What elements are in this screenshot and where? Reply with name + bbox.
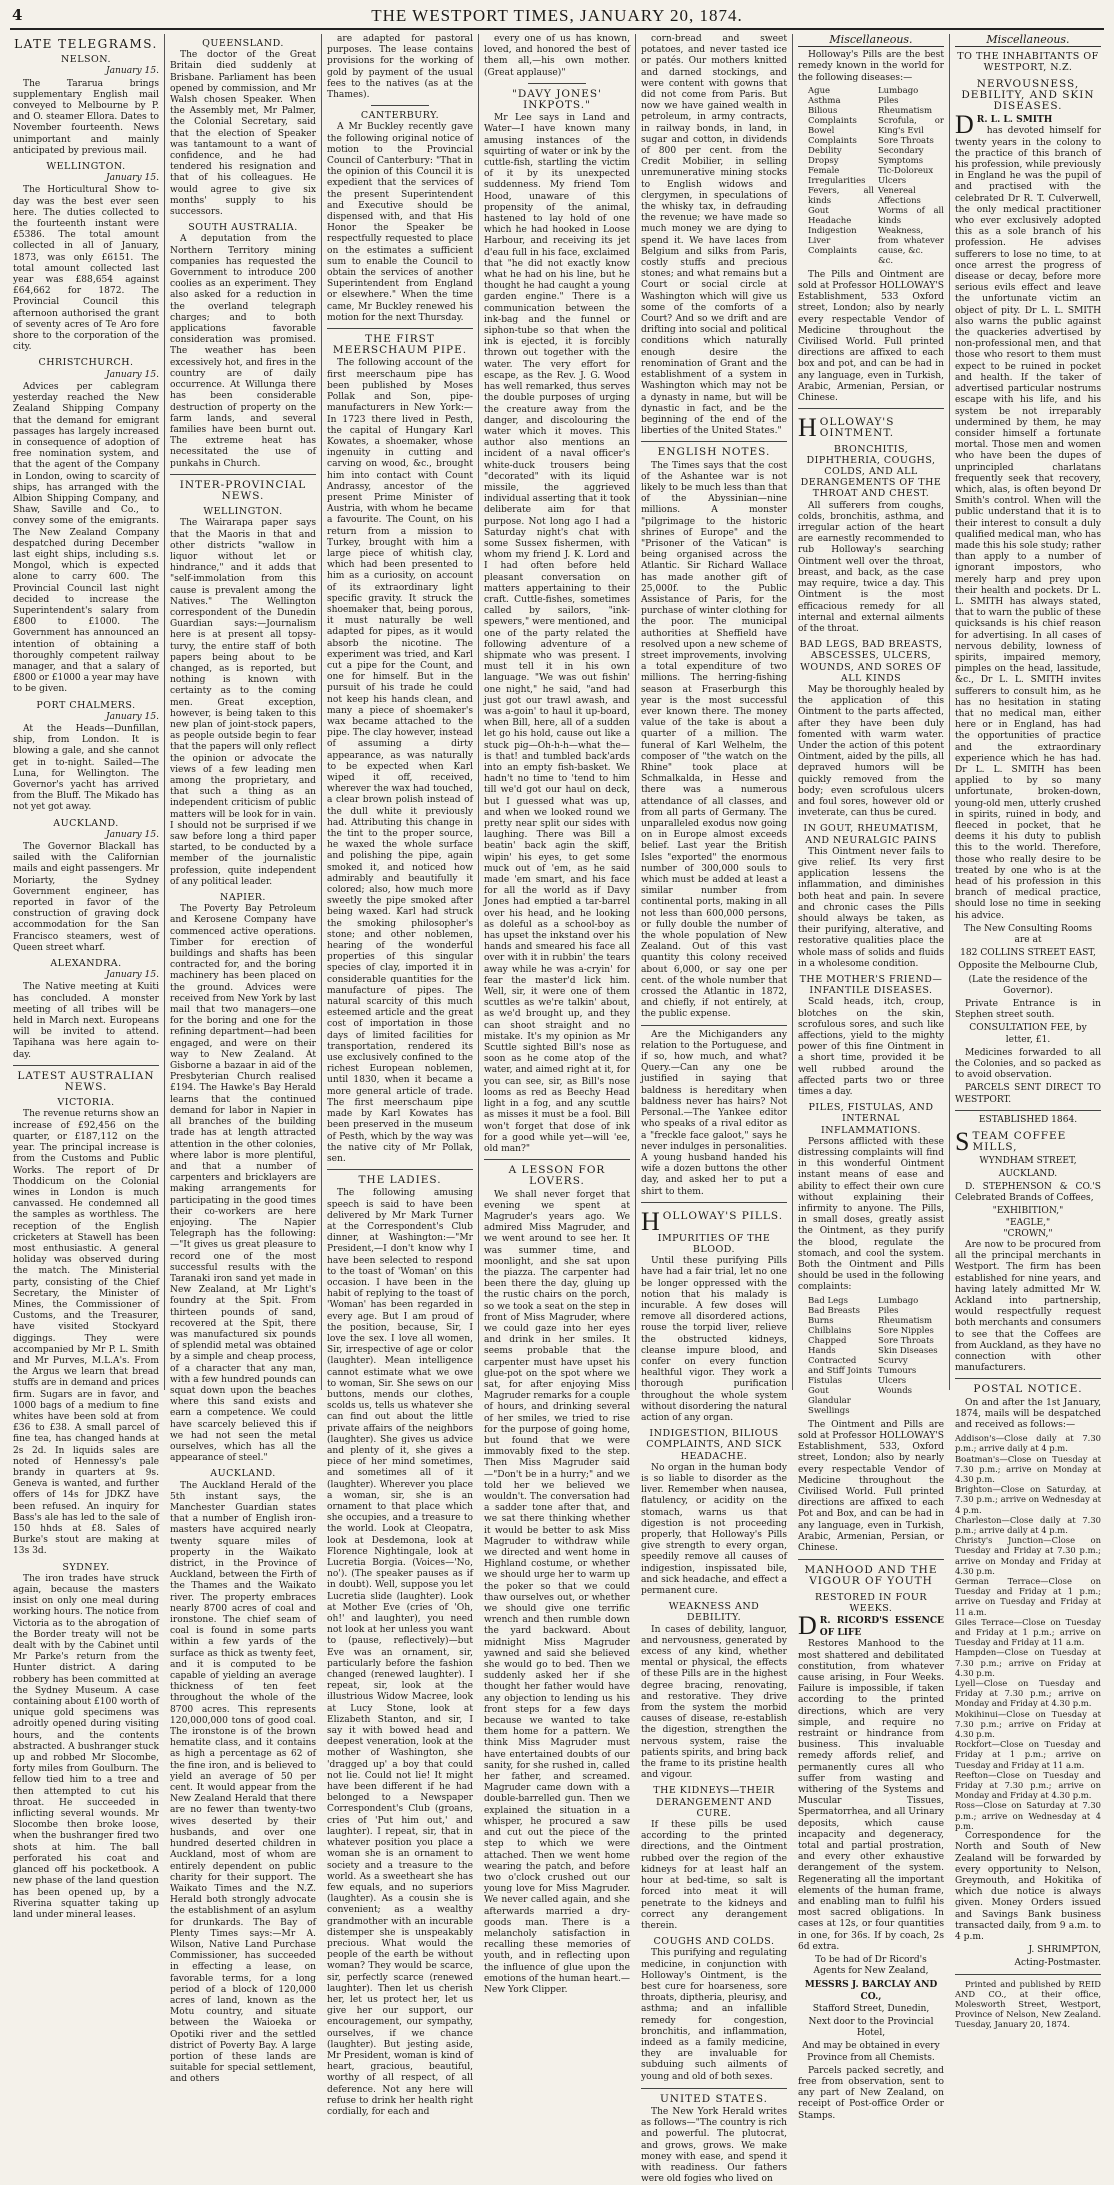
ad-address: Opposite the Melbourne Club,	[958, 961, 1098, 972]
ad-body: Restores Manhood to the most shattered and debilitated constitution, from whatever cause arising, in Four Weeks. Failure is impossible, if taken according to the printed directions, which are very simple, and require no restraint or hindrance from business. This invaluable remedy affords relief, and permanently cures all who suffer from wasting and withering of the Systems and Muscular Tissues, Spermatorrhea, and all Urinary deposits, which cause incapacity and degeneracy, total and partial prostration, and every other exhaustive derangement of the system. Regenerating all the important elements of the human frame, and enabling man to fulfil his most sacred obligations. In cases at 12s, or four quantities in one, for 36s. If by coach, 2s 6d extra.	[798, 1639, 944, 1952]
article-title: PORT CHALMERS.	[36, 699, 136, 711]
ad-subtitle: BRONCHITIS, DIPHTHERIA, COUGHS, COLDS, AND ALL DERANGEMENTS OF THE THROAT AND CHEST.	[800, 443, 942, 500]
ad-body: This purifying and regulating medicine, in conjunction with Holloway's Ointment, is the best cure for hoarseness, sore throats, diptheria, pleurisy, and asthma; and an infallible remedy for congestion, bronchitis, and inflammation, indeed as a family medicine, they are invaluable for subduing such ailments of young and old of both sexes.	[641, 1948, 787, 2082]
signature-role: Acting-Postmaster.	[1014, 1958, 1101, 1969]
column-heading: Miscellaneous.	[798, 34, 944, 47]
list-item: Fistulas	[808, 1375, 843, 1386]
article-body: The Wairarapa paper says that the Maoris in that and other districts "wallow in liquor without let or hindrance," and it adds that "self-immolation from this cause is prevalent among the Natives." The Wellington correspondent of the Dunedin Guardian says:—Journalism here is at present all topsy-turvy, the entire staff of both papers being about to be changed, as is reported, but nothing is known with certainty as to the coming men. Great exception, however, is being taken to this new plan of joint-stock papers, as people outside begin to fear that the papers will only reflect the opinion or advocate the views of a few leading men among the proprietary, and that such a thing as an independent criticism of public matters will be look for in vain. I should not be surprised if we saw before long a third paper started, to be conducted by a member of the journalistic profession, quite independent of any political leader.	[170, 518, 316, 887]
divider	[371, 105, 429, 106]
list-item: Addison's—Close daily at 7.30 p.m.; arrive daily at 4 p.m.	[955, 1433, 1101, 1454]
ad-title: OLLOWAY'S OINTMENT.	[819, 416, 895, 440]
established-line: ESTABLISHED 1864.	[978, 1114, 1078, 1125]
ad-body: Holloway's Pills are the best remedy known in the world for the following diseases:—	[798, 50, 944, 83]
divider	[484, 1159, 630, 1160]
dateline: January 15.	[105, 173, 159, 184]
section-heading: LATEST AUSTRALIAN NEWS.	[17, 1069, 155, 1094]
list-item: Scurvy	[878, 1355, 908, 1366]
article-title: ALEXANDRA.	[50, 958, 122, 970]
divider	[641, 1025, 787, 1026]
ad-body: D. STEPHENSON & CO.'S Celebrated Brands of Coffees,	[955, 1181, 1101, 1204]
column-4	[478, 34, 635, 1995]
article-title: "DAVY JONES' INKPOTS."	[512, 87, 602, 112]
list-item: Mokihinui—Close on Tuesday at 7.30 p.m.; arrive on Friday at 4.30 p.m.	[955, 1708, 1101, 1740]
article-title: AUCKLAND.	[53, 817, 119, 829]
ad-body: May be thoroughly healed by the application of this Ointment to the parts affected, after they have been duly fomented with warm water. Under the action of this potent Ointment, aided by the pills, all depraved humors will be quickly removed from the body; even scrofulous ulcers and foul sores, however old or inveterate, can thus be cured.	[798, 684, 944, 819]
divider	[528, 83, 586, 84]
ad-subtitle: COUGHS AND COLDS.	[653, 1936, 775, 1948]
list-item: Christy's Junction—Close on Tuesday and Friday at 7.30 p.m.; arrive on Monday and Friday at 4.30 p.m.	[955, 1535, 1101, 1576]
list-item: Worms of all kinds	[878, 205, 944, 226]
imprint: Printed and published by REID AND CO., at their office, Molesworth Street, Westport, Province of Nelson, New Zealand. Tuesday, January 20, 1874.	[955, 1978, 1101, 2030]
list-item: Female Irregularities	[808, 165, 866, 186]
dateline: January 15.	[105, 970, 159, 981]
list-item: Asthma	[808, 95, 841, 106]
ad-address: 182 COLLINS STREET EAST,	[960, 948, 1096, 959]
ad-address: AUCKLAND.	[998, 1168, 1058, 1179]
agent-name: MESSRS J. BARCLAY AND CO.,	[804, 1979, 938, 2002]
ad-body: Parcels packed secretly, and free from observation, sent to any part of New Zealand, on receipt of Post-office Order or Stamps.	[798, 2065, 944, 2121]
ad-body: Scald heads, itch, croup, blotches on the skin, scrofulous sores, and such like affections, yield to the mighty power of this fine Ointment in a short time, provided it be well rubbed around the affected parts two or three times a day.	[798, 997, 944, 1098]
article-title: ENGLISH NOTES.	[657, 446, 771, 459]
ad-subtitle: WEAKNESS AND DEBILITY.	[668, 1601, 760, 1624]
list-item: &c.	[878, 255, 894, 266]
list-item: Lumbago	[878, 1295, 919, 1306]
article-body: At the Heads—Dunfillan, ship, from London. It is blowing a gale, and she cannot get in to-night. Sailed—The Luna, for Wellington. The Governor's yacht has arrived from the Bluff. The Mikado has not yet got away.	[13, 723, 159, 813]
article-body: Advices per cablegram yesterday reached the New Zealand Shipping Company that the demand for emigrant passages has largely increased in consequence of adoption of free nomination system, and that the agent of the Company in London, owing to scarcity of ships, has arranged with the Albion Shipping Company, and Shaw, Saville and Co., to convey some of the emigrants. The New Zealand Company despatched during December last eight ships, including s.s. Mongol, which is expected alone to carry 600. The Provincial Council last night decided to increase the Superintendent's salary from £800 to £1000. The Government has announced an intention of obtaining a thoroughly competent railway manager, and that a salary of £800 or £1000 a year may have to be given.	[13, 381, 159, 695]
article-body: The following amusing speech is said to have been delivered by Mr Mark Turner at the Correspondent's Club dinner, at Washington:—"Mr President,—I don't know why I have been selected to respond to the toast of 'Woman' on this occasion. I have been in the habit of replying to the toast of 'Woman' has been regarded in every age. But I am proud of the position, because, Sir, I love the sex. I love all women, Sir, irrespective of age or color (laughter). Mean intelligence cannot estimate what we owe to woman, Sir. She sews on our buttons, mends our clothes, scolds us, tells us whatever she can find out about the little private affairs of the neighbors (laughter). She gives us advice and plenty of it, she gives a piece of her mind sometimes, and sometimes all of it (laughter). Wherever you place a woman, sir, she is an ornament to that place which she occupies, and a treasure to the world. Look at Cleopatra, look at Desdemona, look at Florence Nightingale, look at Lucretia Borgia. (Voices—'No, no'). (The speaker pauses as if in doubt). Well, suppose you let Lucretia slide (laughter). Look at Mother Eve (cries of 'Oh, oh!' and laughter), you need not look at her unless you want to (pause, reflectively)—but Eve was an ornament, sir, particularly before the fashion changed (renewed laughter). I repeat, sir, look at the illustrious Widow Macree, look at Lucy Stone, look at Elizabeth Stanton, and sir, I say it with bowed head and deepest veneration, look at the mother of Washington, she 'dragged up' a boy that could not lie. Could not lie! It might have been different if he had belonged to a Newspaper Correspondent's Club (groans, cries of 'Put him out,' and laughter). I repeat, sir, that in whatever position you place a woman she is an ornament to society and a treasure to the world. As a sweetheart she has few equals, and no superiors (laughter). As a cousin she is convenient; as a wealthy grandmother with an incurable distemper she is unspeakably precious. What would the people of the earth be without woman? They would be scarce, sir, perfectly scarce (renewed laughter). Then let us cherish her, let us protect her, let us give her our support, our encouragement, our sympathy, ourselves, if we chance (laughter). But jesting aside, Mr President, woman is kind of heart, gracious, beautiful, worthy of all respect, of all deference. Not any here will refuse to drink her health right cordially, for each and	[327, 1188, 473, 2117]
brand-name: "CROWN,"	[1003, 1228, 1053, 1239]
ad-body: The New Consulting Rooms are at	[963, 923, 1093, 946]
ad-title: NERVOUSNESS, DEBILITY, AND SKIN DISEASES.	[961, 77, 1095, 113]
list-item: Indigestion	[808, 225, 857, 236]
article-title: THE FIRST MEERSCHAUM PIPE.	[332, 333, 468, 357]
list-item: German Terrace—Close on Tuesday and Friday at 1 p.m.; arrive on Tuesday and Friday at 11 a.m.	[955, 1576, 1101, 1617]
list-item: Contracted and Stiff Joints	[808, 1355, 872, 1376]
section-heading: LATE TELEGRAMS.	[14, 37, 158, 51]
article-body: We shall never forget that evening we spent at Magruder's years ago. We admired Miss Magruder, and we went around to see her. It was summer time, and moonlight, and she sat upon the piazza. The carpenter had been there the day, gluing up the rustic chairs on the porch, so we took a seat on the step in front of Miss Magruder, where we could gaze into her eyes and drink in her smiles. It seems probable that the carpenter must have upset his glue-pot on the spot where we sat, for after enjoying Miss Magruder remarks for a couple of hours, and drinking several of her smiles, we tried to rise for the purpose of going home, but found that we were immovably fixed to the step. Then Miss Magruder said—"Don't be in a hurry;" and we told her we believed we wouldn't. The conversation had a sadder tone after that, and we sat there thinking whether it would be better to ask Miss Magruder to withdraw while we directed and went home in Highland costume, or whether we should urge her to warm up the poker so that we could thaw ourselves out, or whether we should give one terrific wrench and then rumble down the yard backward. About midnight Miss Magruder yawned and said she believed she would go to bed. Then we suddenly asked her if she thought her father would have any objection to lending us his front steps for a few days because we wanted to take them home for a pattern. We think Miss Magruder must have entertained doubts of our sanity, for she rushed in, called her father, and screamed. Magruder came down with a double-barrelled gun. Then we explained the situation in a whisper, he procured a saw and cut out the piece of the step to which we were attached. Then we went home wearing the patch, and before two o'clock crushed out our young love for Miss Magruder. We never called again, and she afterwards married a dry-goods man. There is a melancholy satisfaction in recalling these memories of youth, and in reflecting upon the influence of glue upon the emotions of the human heart.—New York Clipper.	[484, 1189, 630, 1995]
article-body: corn-bread and sweet potatoes, and never tasted ice or patés. Our mothers knitted and darned stockings, and were content with gowns that did not come from Paris. But now we have gained wealth in petroleum, in army contracts, in railway bonds, in land, in sugar and cotton, in dividends of 800 per cent. from the Credit Mobilier, in selling unremunerative mining stocks to English widows and clergymen, in speculations of the whisky tax, in defrauding the revenue; we have made so much money we are dying to spend it. We have laces from Belgium and silks from Paris, costly stuffs and precious stones; and what remains but a Court or social circle at Washington which will give us some of the comforts of a Court? And so we drift and are drifting into social and political conditions which naturally enough desire the renomination of Grant and the establishment of a system in Washington which may not be a dynasty in name, but will be dynastic in fact, and be the beginning of the end of the liberties of the United States."	[641, 34, 787, 437]
ad-body: PARCELS SENT DIRECT TO WESTPORT.	[955, 1083, 1101, 1105]
list-item: Glandular Swellings	[808, 1395, 851, 1416]
holloway-ointment-ad	[798, 408, 944, 1560]
ad-body: Medicines forwarded to all the Colonies, and so packed as to avoid observation.	[955, 1047, 1101, 1081]
complaint-list-right	[878, 1296, 944, 1416]
list-item: Ulcers	[878, 175, 907, 186]
article-body: Mr Lee says in Land and Water—I have known many amusing instances of the squirting of water or ink by the cuttle-fish, startling the victim of it by its unexpected suddenness. My friend Tom Hood, unaware of this propensity of the animal, hastened to lay hold of one which he had hooked in Loose Harbour, and receiving its jet d'eau full in his face, exclaimed that "he did not exactly know what he had on his line, but he thought he had caught a young garden engine." There is a communication between the ink-bag and the funnel or siphon-tube so that when the ink is ejected, it is forcibly thrown out together with the water. The very effort for escape, as the Rev. J. G. Wood has well remarked, thus serves the double purposes of urging the creature away from the danger, and discolouring the water which it moves. This author also mentions an incident of a naval officer's white-duck trousers being "decorated" with its liquid missile, the aggrieved individual asserting that it took deliberate aim for that purpose. Not long ago I had a Saturday night's chat with some Sussex fishermen, with whom my friend J. K. Lord and I had often before held pleasant conversation on matters appertaining to their craft. Cuttle-fishes, sometimes called by sailors, "ink-spewers," were mentioned, and one of the party related the following adventure of a shipmate who was present. I must tell it in his own language. "We was out fishin' one night," he said, "and had just got our trawl awash, and was a-goin' to haul it up-board, when Bill, here, all of a sudden let go his hold, cause out like a stuck pig—Oh-h-h—what the—is that! and tumbled back'ards into an empty fish-basket. We hadn't no time to 'tend to him till we'd got our haul on deck, but I guessed what was up, and when we looked round we pretty near split our sides with laughing. There was Bill a beatin' back agin the skiff, wipin' his eyes, to get some muck out of 'em, as he said made 'em smart, and his face for all the world as if Davy Jones had emptied a tar-barrel over his head, and he looking as doleful as a school-boy as has upset the inkstand over his hands and smeared his face all over with it in rubbin' the tears away while he was a-cryin' for fear the master'd lick him. Well, sir, it were one of them scuttles as we're talkin' about, as we'd brought up, and they can shoot straight and no mistake. It's my opinion as Mr Scuttle sighted Bill's nose as soon as he come atop of the water, and aimed right at it, for you can see, sir, as Bill's nose looms as red as Beechy Head light in a fog, and any scuttle as misses it must be a fool. Bill won't forget that dose of ink for a good while yet—will 'ee, old man?"	[484, 113, 630, 1154]
complaint-list-left	[808, 1296, 874, 1416]
article-body: The doctor of the Great Britain died suddenly at Brisbane. Parliament has been opened by commission, and Mr Walsh chosen Speaker. When the Assembly met, Mr Palmer, the Colonial Secretary, said that the election of Speaker was tantamount to a want of confidence, and he had tendered his resignation and that of his colleagues. He would agree to give six months' supply to his successors.	[170, 50, 316, 218]
list-item: Charleston—Close daily at 7.30 p.m.; arrive daily at 4 p.m.	[955, 1514, 1101, 1535]
list-item: Reefton—Close on Tuesday and Friday at 7.30 p.m.; arrive on Monday and Friday at 4.30 p.m.	[955, 1769, 1101, 1801]
complaint-list	[808, 1296, 944, 1416]
article-title: SOUTH AUSTRALIA.	[188, 222, 298, 234]
ad-subtitle: IN GOUT, RHEUMATISM, AND NEURALGIC PAINS	[803, 823, 939, 846]
dateline: January 15.	[105, 711, 159, 722]
signature: J. SHRIMPTON,	[1028, 1945, 1101, 1956]
article-body: The Poverty Bay Petroleum and Kerosene Company have commenced active operations. Timber for erection of buildings and shafts has been contracted for, and the boring machinery has been placed on the ground. Advices were received from New York by last mail that two managers—one for the boring and one for the refining department—had been engaged, and were on their way to New Zealand. At Gisborne a bazaar in aid of the Presbyterian Church realised £194. The Hawke's Bay Herald learns that the continued demand for labor in Napier in all branches of the building trade has at length attracted attention in the other colonies, where labor is more plentiful, and that a number of carpenters and bricklayers are making arrangements for participating in the good times their co-workers are here enjoying. The Napier Telegraph has the following:—"It gives us great pleasure to record one of the most successful results with the Taranaki iron sand yet made in New Zealand, at Mr Light's foundry at the Spit. From thirteen pounds of sand, recovered at the Spit, there was manufactured six pounds of splendid metal was obtained by a simple and cheap process, of a character that any man, with a few hundred pounds can squat down upon the beaches where this sand exists and earn a competence. We could have scarcely believed this if we had not seen the metal ourselves, which has all the appearance of steel."	[170, 904, 316, 1464]
section-heading: INTER-PROVINCIAL NEWS.	[179, 478, 307, 502]
article-title: WELLINGTON.	[203, 506, 283, 518]
list-item: Weakness, from whatever cause, &c.	[878, 225, 944, 256]
dateline: January 15.	[105, 829, 159, 840]
article-body: The New York Herald writes as follows—"The country is rich and powerful. The plutocrat, and grows, grows. We make money with ease, and spend it with readiness. Our fathers were old fogies who lived on	[641, 2106, 788, 2185]
list-item: Wounds	[878, 1385, 913, 1396]
ad-body: No organ in the human body is so liable to disorder as the liver. Remember when nausea, flatulency, or acidity on the stomach, warns us that digestion is not proceeding properly, that Holloway's Pills give strength to every organ, speedily remove all causes of indigestion, inspissated bile, and sick headache, and effect a permanent cure.	[641, 1462, 787, 1597]
drop-cap: H	[641, 1206, 660, 1236]
column-3	[321, 34, 478, 2117]
ad-body: Until these purifying Pills have had a fair trial, let no one be longer oppressed with the notion that his malady is incurable. A few doses will remove all disordered actions, rouse the torpid liver, relieve the obstructed kidneys, cleanse impure blood, and confer on every function healthful vigor. They work a thorough purification throughout the whole system without disordering the natural action of any organ.	[641, 1256, 787, 1423]
list-item: Secondary Symptoms	[878, 145, 924, 166]
column-2	[164, 34, 321, 2085]
drop-cap: S	[955, 1127, 970, 1157]
ad-address: WYNDHAM STREET,	[979, 1155, 1077, 1166]
disease-list	[808, 86, 944, 266]
ad-title: TO THE INHABITANTS OF WESTPORT, N.Z.	[957, 51, 1099, 74]
postal-schedule	[955, 1433, 1101, 1831]
article-title: CANTERBURY.	[360, 110, 440, 122]
divider	[641, 441, 787, 442]
ad-body: Are now to be procured from all the principal merchants in Westport. The firm has been established for nine years, and having lately admitted Mr W. Ackland into partnership, would respectfully request both merchants and consumers to see that the Coffees are from Auckland, as they have no connection with other manufacturers.	[955, 1239, 1101, 1374]
dateline: January 15.	[105, 66, 159, 77]
notice-body: Correspondence for the North and South of New Zealand will be forwarded by every opportunity to Nelson, Greymouth, and Hokitika of which due notice is always given. Money Orders issued and Savings Bank business transacted daily, from 9 a.m. to 4 p.m.	[955, 1831, 1101, 1942]
list-item: Brighton—Close on Saturday, at 7.30 p.m.; arrive on Wednesday at 4 p.m.	[955, 1484, 1101, 1515]
ad-body: All sufferers from coughs, colds, bronchitis, asthma, and irregular action of the heart are earnestly recommended to rub Holloway's searching Ointment well over the throat, breast, and back, as the case may require, twice a day. This Ointment is the most efficacious remedy for all internal and external ailments of the throat.	[798, 500, 944, 634]
ad-title: OLLOWAY'S PILLS.	[662, 1209, 784, 1222]
column-6	[792, 33, 949, 2121]
article-body: The following account of the first meerschaum pipe has been published by Moses Pollak and Son, pipe-manufacturers in New York:—In 1723 there lived in Pesth, the capital of Hungary Karl Kowates, a shoemaker, whose ingenuity in cutting and carving on wood, &c., brought him into contact with Count Andrassy, ancestor of the present Prime Minister of Austria, with whom he became a favourite. The Count, on his return from a mission to Turkey, brought with him a large piece of whitish clay, which had been presented to him as a curiosity, on account of its extraordinary light specific gravity. It struck the shoemaker that, being porous, it must naturally be well adapted for pipes, as it would absorb the nicotine. The experiment was tried, and Karl cut a pipe for the Count, and one for himself. But in the pursuit of his trade he could not keep his hands clean, and many a piece of shoemaker's wax became attached to the pipe. The clay however, instead of assuming a dirty appearance, as was naturally to be expected when Karl wiped it off, received, wherever the wax had touched, a clear brown polish instead of the dull white it previously had. Attributing this change in the tint to the proper source, he waxed the whole surface and polishing the pipe, again smoked it, and noticed how admirably and beautifully it colored; also, how much more sweetly the pipe smoked after being waxed. Karl had struck the smoking philosopher's stone; and other noblemen, hearing of the wonderful properties of this singular species of clay, imported it in considerable quantities for the manufacture of pipes. The natural scarcity of this much esteemed article and the great cost of importation in those days of limited facilities for transportation, rendered its use exclusively confined to the richest European noblemen, until 1830, when it became a more general article of trade. The first meerschaum pipe made by Karl Kowates has been preserved in the museum of Pesth, which by the way was the native city of Mr Pollak, sen.	[327, 358, 473, 1164]
brand-name: "EAGLE,"	[1005, 1217, 1051, 1228]
list-item: Chilblains	[808, 1325, 852, 1336]
divider	[955, 1974, 1101, 1975]
ad-title: MANHOOD AND THE VIGOUR OF YOUTH	[804, 1564, 938, 1588]
ad-subtitle: RESTORED IN FOUR WEEKS.	[814, 1591, 928, 1614]
article-body: The Tararua brings supplementary English mail conveyed to Melbourne by P. and O. steamer Ellora. Dates to November fourteenth. News unimportant and mainly anticipated by previous mail.	[13, 78, 159, 156]
ad-subtitle: PILES, FISTULAS, AND INTERNAL INFLAMMATIONS.	[808, 1102, 934, 1136]
page-number: 4	[12, 6, 23, 24]
list-item: Gout	[808, 1385, 829, 1396]
list-item: Tumours	[878, 1365, 917, 1376]
drop-cap: D	[798, 1610, 817, 1640]
list-item: Bowel Complaints	[808, 125, 857, 146]
divider	[13, 1065, 159, 1066]
article-title: NELSON.	[60, 54, 112, 66]
article-body: Are the Michiganders any relation to the Portuguese, and if so, how much, and what? Query.—Can any one be justified in saying that baldness is hereditary when baldness never has hairs? Not Personal.—The Yankee editor who speaks of a rival editor as a "freckle face galoot," says he never indulges in personalities. A young husband handed his wife a dozen buttons the other day, and asked her to put a shirt to them.	[641, 1029, 787, 1197]
divider	[327, 328, 473, 329]
list-item: Burns	[808, 1315, 834, 1326]
ad-body: CONSULTATION FEE, by letter, £1.	[969, 1023, 1087, 1045]
list-item: Tic-Doloreux	[878, 165, 934, 176]
ad-body: The Pills and Ointment are sold at Professor HOLLOWAY'S Establishment, 533 Oxford street, London; also by nearly every respectable Vendor of Medicine throughout the Civilised World. Full printed directions are affixed to each box and pot, and can be had in any language, even in Turkish, Arabic, Armenian, Persian, or Chinese.	[798, 269, 944, 404]
article-body: are adapted for pastoral purposes. The lease contains provisions for the working of gold by payment of the usual fees to the natives (as at the Thames).	[327, 34, 473, 101]
notice-title: POSTAL NOTICE.	[973, 1383, 1083, 1396]
column-heading: Miscellaneous.	[955, 34, 1101, 47]
list-item: Rheumatism	[878, 1315, 933, 1326]
article-body: The Governor Blackall has sailed with the Californian mails and eight passengers. Mr Moriarty, the Sydney Government engineer, has reported in favor of the construction of graving dock accommodation for the San Francisco steamers, west of Queen street wharf.	[13, 842, 159, 953]
list-item: Bilious Complaints	[808, 105, 857, 126]
list-item: Hampden—Close on Tuesday at 7.30 p.m.; arrive on Friday at 4.30 p.m.	[955, 1647, 1101, 1678]
list-item: Gout	[808, 205, 829, 216]
article-body: The revenue returns show an increase of £92,456 on the quarter, or £187,112 on the year. The principal increase is from the Customs and Public Works. The report of Dr Thoddicum on the Colonial wines in London is much canvassed. He condemned all the samples as worthless. The reception of the English cricketers at Stawell has been most enthusiastic. A general holiday was observed during the match. The Ministerial party, consisting of the Chief Secretary, the Minister of Mines, the Commissioner of Customs, and the Treasurer, have visited Stockyard diggings. They were accompanied by Mr P. L. Smith and Mr Purves, M.L.A's. From the Argus we learn that bread stuffs are in demand and prices firm. Sugars are in favor, and 1000 bags of a medium to fine whites have been sold at from £36 to £38. A small parcel of fine tea, has changed hands at 2s 2d. In liquids sales are noted of Hennessy's pale brandy in quarters at 9s. Geneva is wanted, and further offers of 14s for JDKZ have been refused. An inquiry for Bass's ale has led to the sale of 150 hhds at £8. Sales of Burke's stout are making at 13s 3d.	[13, 1109, 159, 1557]
column-5	[635, 34, 792, 2185]
article-title: WELLINGTON.	[46, 161, 126, 173]
ad-address: (Late the residence of the Governor).	[968, 974, 1088, 996]
list-item: Bad Legs	[808, 1295, 848, 1306]
agent-address: Stafford Street, Dunedin,	[812, 2003, 930, 2014]
ad-lead: R. RICORD'S ESSENCE OF LIFE	[819, 1614, 944, 1639]
brand-name: "EXHIBITION,"	[992, 1206, 1064, 1217]
article-body: The Horticultural Show to-day was the best ever seen here. The duties collected to the fourteenth instant were £5386. The total amount collected in all of January, 1873, was only £6151. The total amount collected last year was £88,654 against £64,662 for 1872. The Provincial Council this afternoon authorised the grant of seventy acres of Te Aro fore shore to the corporation of the city.	[13, 185, 159, 353]
ad-subtitle: INDIGESTION, BILIOUS COMPLAINTS, AND SICK HEADACHE.	[646, 1428, 782, 1462]
ad-body: Persons afflicted with these distressing complaints will find in this wonderful Ointment instant means of ease and ability to effect their own cure without explaining their infirmity to anyone. The Pills, in small doses, greatly assist the Ointment, as they purify the blood, regulate the stomach, and cool the system. Both the Ointment and Pills should be used in the following complaints:	[798, 1136, 944, 1293]
disease-list-right	[878, 86, 944, 266]
ad-title: TEAM COFFEE MILLS,	[972, 1130, 1067, 1154]
list-item: Sore Nipples	[878, 1325, 934, 1336]
article-body: The iron trades have struck again, because the masters insist on only one meal during working hours. The notice from Victoria as to the abrogation of the Border treaty will not be dealt with by the Cabinet until Mr Parke's return from the Hunter district. A daring robbery has been committed at the Sydney Museum. A case containing about £100 worth of unique gold specimens was adroitly opened during visiting hours, and the contents abstracted. A bushranger stuck up and robbed Mr Slocombe, forty miles from Goulburn. The fellow tied him to a tree and then attempted to cut his throat. He succeeded in inflicting several wounds. Mr Slocombe then broke loose, when the bushranger fired two shots at him. The ball perforated his coat and glanced off his pocketbook. A new phase of the land question has been opened up, by a Riverina squatter taking up land under mineral leases.	[13, 1573, 159, 1920]
column-1	[8, 34, 164, 1920]
list-item: Chapped Hands	[808, 1335, 847, 1356]
article-title: THE LADIES.	[358, 1174, 442, 1187]
ad-body: In cases of debility, languor, and nervousness, generated by excess of any kind, whether mental or physical, the effects of these Pills are in the highest degree bracing, renovating, and restorative. They drive from the system the morbid causes of disease, re-establish the digestion, strengthen the nervous system, raise the patients spirits, and bring back the frame to its pristine health and vigour.	[641, 1624, 787, 1781]
list-item: Sore Throats	[878, 135, 934, 146]
ad-body: This Ointment never fails to give relief. Its very first application lessens the inflammation, and diminishes both heat and pain. In severe and chronic cases the Pills should always be taken, as their purifying, alterative, and restorative qualities place the whole mass of solids and fluids in a wholesome condition.	[798, 846, 944, 969]
list-item: Lyell—Close on Tuesday and Friday at 7.30 p.m.; arrive on Monday and Friday at 4.30 p.m.	[955, 1678, 1101, 1709]
list-item: Piles	[878, 95, 899, 106]
newspaper-title: THE WESTPORT TIMES, JANUARY 20, 1874.	[371, 6, 743, 25]
article-title: UNITED STATES.	[659, 2092, 769, 2105]
list-item: Scrofula, or King's Evil	[878, 115, 944, 136]
article-body: A deputation from the Northern Territory mining companies has requested the Government to introduce 200 coolies as an experiment. They also asked for a reduction in the overland telegraph charges; and to both applications favorable consideration was promised. The weather has been excessively hot, and fires in the country are of daily occurrence. At Willunga there has been considerable destruction of property on the farm lands, and several families have been burnt out. The extreme heat has necessitated the use of punkahs in Church.	[170, 234, 316, 469]
list-item: Debility	[808, 145, 842, 156]
article-title: QUEENSLAND.	[202, 38, 284, 49]
coffee-brands	[955, 1206, 1101, 1240]
notice-body: On and after the 1st January, 1874, mails will be despatched and received as follows:—	[955, 1397, 1101, 1430]
divider	[955, 1110, 1101, 1111]
list-item: Sore Throats	[878, 1335, 934, 1346]
ad-subtitle: THE KIDNEYS—THEIR DERANGEMENT AND CURE.	[653, 1785, 775, 1819]
masthead	[10, 6, 1104, 30]
list-item: Rheumatism	[878, 105, 933, 116]
list-item: Liver Complaints	[808, 235, 857, 256]
list-item: Piles	[878, 1305, 899, 1316]
list-item: Giles Terrace—Close on Tuesday and Friday at 1 p.m.; arrive on Tuesday and Friday at 11 a.m.	[955, 1616, 1101, 1648]
list-item: Lumbago	[878, 85, 919, 96]
article-body: A Mr Buckley recently gave the following original notice of motion to the Provincial Council of Canterbury: "That in the opinion of this Council it is expedient that the services of the present Superintendent and Executive should be dispensed with, and that His Honor the Speaker be respectfully requested to place on the estimates a sufficient sum to enable the Council to obtain the services of another Superintendent from England or elsewhere." When the time came, Mr Buckley renewed his motion for the next Thursday.	[327, 122, 473, 323]
ad-lead: R. L. L. SMITH	[976, 114, 1053, 126]
ad-subtitle: BAD LEGS, BAD BREASTS, ABSCESSES, ULCERS, WOUNDS, AND SORES OF ALL KINDS	[799, 639, 943, 684]
ad-body: has devoted himself for twenty years in the colony to the practice of this branch of his profession, while previously in England he was the pupil of and practised with the celebrated Dr R. T. Culverwell, the only medical practitioner who ever exclusively adopted this as a sole branch of his profession. He advises sufferers to lose no time, to at once arrest the progress of disease or decay, before more serious evils effect and leave the unfortunate victim an object of pity. Dr L. L. SMITH also warns the public against the quackeries advertised by non-professional men, and that those who resort to them must expect to be ruined in pocket and health. If the taker of advertised particular nostrums escape with his life, and his system be not irreparably undermined by them, he may consider himself a fortunate mortal. Those men and women who have been the dupes of unprincipled charlatans frequently seek that recovery, which, alas, is often beyond Dr Smith's control. When will the public understand that it is to their interest to consult a duly qualified medical man, who has made this his sole study; rather than apply to a number of ignorant impostors, who merely harp and prey upon their health and pockets. Dr L. L. SMITH has always stated, that to warn the public of these quicksands is his chief reason for advertising. In all cases of nervous debility, lowness of spirits, impaired memory, pimples on the head, lassitude, &c., Dr L. L. SMITH invites sufferers to consult him, as he has no hesitation in stating that no medical man, either here or in England, has had the opportunities of practice and the extraordinary experience which he has had. Dr L. L. SMITH has been applied to by so many unfortunate, broken-down, young-old men, utterly crushed in spirits, ruined in body, and fleeced in pocket, that he deems it his duty to publish this to the world. Therefore, those who really desire to be treated by one who is at the head of his profession in this branch of medical practice, should lose no time in seeking his advice.	[955, 126, 1101, 921]
agent-address: Next door to the Provincial Hotel,	[808, 2017, 934, 2039]
ad-body: To be had of Dr Ricord's Agents for New Zealand,	[813, 1955, 929, 1977]
list-item: Skin Diseases	[878, 1345, 938, 1356]
list-item: Rockfort—Close on Tuesday and Friday at 1 p.m.; arrive on Tuesday and Friday at 11 a.m.	[955, 1739, 1101, 1770]
ad-body: And may be obtained in every Province from all Chemists.	[802, 2041, 940, 2063]
list-item: Venereal Affections	[878, 185, 921, 206]
ad-body: The Ointment and Pills are sold at Professor HOLLOWAY'S Establishment, 533, Oxford street, London; also by nearly every respectable Vendor of Medicine throughout the Civilised World. Full printed directions are affixed to each Pot and Box, and can be had in any language, even in Turkish, Arabic, Armenian, Persian, or Chinese.	[798, 1419, 944, 1553]
list-item: Ulcers	[878, 1375, 907, 1386]
divider	[327, 1169, 473, 1170]
divider	[170, 474, 316, 475]
column-7	[949, 33, 1106, 2030]
holloway-pills-ad	[641, 1202, 787, 2089]
article-title: SYDNEY.	[62, 1561, 110, 1573]
list-item: Fevers, all kinds	[808, 185, 874, 206]
disease-list-left	[808, 86, 874, 266]
article-title: VICTORIA.	[57, 1097, 115, 1109]
article-body: The Auckland Herald of the 5th instant says, the Manchester Guardian states that a number of English iron-masters have acquired nearly twenty square miles of property in the Waikato district, in the Province of Auckland, between the Firth of the Thames and the Waikato river. The property embraces nearly 8700 acres of coal and ironstone. The chief seam of coal is found in some parts within a few yards of the surface as thick as twenty feet, and it is computed to be capable of yielding an average thickness of ten feet throughout the whole of the 8700 acres. This represents 120,000,000 tons of good coal. The ironstone is of the brown hematite class, and it contains as high a percentage as 62 of the fine iron, and is believed to yield an average of 50 per cent. It would appear from the New Zealand Herald that there are no fewer than twenty-two wives deserted by their husbands, and over one hundred deserted children in Auckland, most of whom are entirely dependent on public charity for their support. The Waikato Times and the N.Z. Herald both strongly advocate the establishment of an asylum for drunkards. The Bay of Plenty Times says:—Mr A. Wilson, Native Land Purchase Commissioner, has succeeded in effecting a lease, on favorable terms, for a long period of a block of 120,000 acres of land, known as the Motu country, and situate between the Waioeka or Opotiki river and the settled district of Poverty Bay. A large portion of these lands are suitable for special settlement, and others	[170, 1480, 316, 2085]
divider	[955, 1378, 1101, 1379]
article-body: every one of us has known, loved, and honored the best of them all,—his own mother. (Great applause)"	[484, 34, 630, 78]
article-body: The Times says that the cost of the Ashantee war is not likely to be much less than that of the Abyssinian—nine millions. A monster "pilgrimage to the historic shrines of Europe" and the "Prisoner of the Vatican" is being organised across the Atlantic. Sir Richard Wallace has made another gift of 25,000f. to the Public Assistance of Paris, for the purchase of winter clothing for the poor. The municipal authorities at Sheffield have resolved upon a new scheme of street improvements, involving a total expenditure of two millions. The herring-fishing season at Fraserburgh this year is the most successful ever known there. The money value of the take is about a quarter of a million. The funeral of Karl Welhelm, the composer of "the watch on the Rhine" took place at Schmalkalda, in Hesse and there was a numerous attendance of all classes, and from all parts of Germany. The unparalleled exodus now going on in Europe almost exceeds belief. Last year the British Isles "exported" the enormous number of 300,000 souls to which must be added at least a similar number from continental ports, making in all not less than 600,000 persons, or fully double the number of the whole population of New Zealand. Out of this vast quantity this colony received about 6,000, or say one per cent. of the whole number that crossed the Atlantic in 1872, and chiefly, if not entirely, at the public expense.	[641, 460, 787, 1020]
ad-subtitle: IMPURITIES OF THE BLOOD.	[657, 1232, 771, 1255]
article-body: The Native meeting at Kuiti has concluded. A monster meeting of all tribes will be held in March next. Europeans will be invited to attend. Tapihana was here again to-day.	[13, 982, 159, 1060]
article-title: CHRISTCHURCH.	[38, 357, 134, 369]
article-title: AUCKLAND.	[210, 1468, 276, 1480]
article-title: NAPIER.	[220, 892, 266, 904]
drop-cap: D	[955, 110, 974, 140]
list-item: Bad Breasts	[808, 1305, 861, 1316]
drop-cap: H	[798, 413, 817, 443]
list-item: Dropsy	[808, 155, 839, 166]
ad-body: If these pills be used according to the printed directions, and the Ointment rubbed over the region of the kidneys for at least half an hour at bed-time, so salt is forced into meat it will penetrate to the kidneys and correct any derangement therein.	[641, 1820, 787, 1931]
list-item: Ague	[808, 85, 831, 96]
ad-subtitle: THE MOTHER'S FRIEND—INFANTILE DISEASES.	[799, 974, 943, 997]
dateline: January 15.	[105, 369, 159, 380]
article-title: A LESSON FOR LOVERS.	[508, 1164, 606, 1188]
columns	[8, 33, 1106, 2185]
list-item: Boatman's—Close on Tuesday at 7.30 p.m.; arrive on Monday at 4.30 p.m.	[955, 1453, 1101, 1484]
list-item: Headache	[808, 215, 852, 226]
ad-body: Private Entrance is in Stephen street south.	[955, 999, 1101, 1021]
list-item: Ross—Close on Saturday at 7.30 p.m.; arrive on Wednesday at 4 p.m.	[955, 1800, 1101, 1831]
